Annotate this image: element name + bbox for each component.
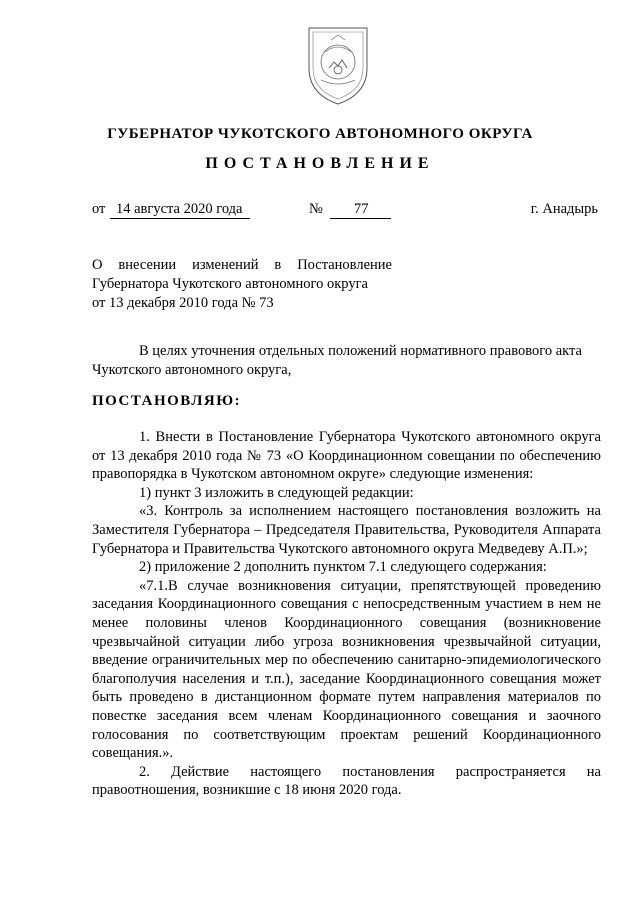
paragraph-item-2: 2. Действие настоящего постановления распространяется на правоотношения, возникшие с 18 июня 2020 года.: [92, 763, 601, 799]
paragraph-quote-2: «7.1.В случае возникновения ситуации, препятствующей проведению заседания Координационного совещания с непосредственным участием в нем не менее половины членов Координационного совещания (возникновение чрезвычайной ситуации либо угроза возникновения чрезвычайной ситуации, введение ограничительных мер по обеспечению санитарно-эпидемиологического благополучия населения и т.п.), заседание Координационного совещания может быть проведено в дистанционном формате путем направления материалов по повестке заседания всем членам Координационного совещания и заочного голосования по соответствующим проектам решений Координационного совещания.».: [92, 577, 601, 762]
governor-title: ГУБЕРНАТОР ЧУКОТСКОГО АВТОНОМНОГО ОКРУГА: [107, 126, 533, 142]
decree-meta-row: [92, 201, 598, 221]
decree-date: 14 августа 2020 года: [110, 201, 250, 219]
preamble-text: В целях уточнения отдельных положений нормативного правового акта Чукотского автономного округа,: [92, 343, 582, 378]
paragraph-sub-1: 1) пункт 3 изложить в следующей редакции:: [139, 484, 414, 501]
paragraph-quote-1: «3. Контроль за исполнением настоящего постановления возложить на Заместителя Губернатора – Председателя Правительства, Руководителя Аппарата Губернатора и Правительства Чукотского автономного округа Медведеву А.П.»;: [92, 503, 601, 557]
subject-line-2: Губернатора Чукотского автономного округа: [92, 276, 368, 292]
subject-word: Постановление: [297, 257, 392, 273]
decree-number: 77: [330, 201, 391, 219]
coat-of-arms-icon: [303, 22, 373, 108]
subject-word: О: [92, 257, 103, 273]
resolve-heading: ПОСТАНОВЛЯЮ:: [92, 393, 242, 409]
decree-subject: [92, 256, 392, 313]
place-label: г. Анадырь: [530, 201, 598, 217]
preamble: [92, 342, 601, 379]
paragraph-item-1: 1. Внести в Постановление Губернатора Чукотского автономного округа от 13 декабря 2010 года № 73 «О Координационном совещании по обеспечению правопорядка в Чукотском автономном округе» следующие изменения:: [92, 429, 601, 483]
from-label: от: [92, 201, 106, 217]
subject-line-3: от 13 декабря 2010 года № 73: [92, 295, 274, 311]
subject-word: в: [274, 257, 282, 273]
number-label: №: [309, 201, 323, 217]
subject-line-1: [92, 256, 392, 275]
paragraph-sub-2: 2) приложение 2 дополнить пунктом 7.1 следующего содержания:: [139, 559, 547, 576]
decree-body: [92, 428, 601, 800]
subject-word: внесении: [118, 257, 177, 273]
subject-word: изменений: [192, 257, 259, 273]
document-type-title: ПОСТАНОВЛЕНИЕ: [205, 155, 435, 172]
